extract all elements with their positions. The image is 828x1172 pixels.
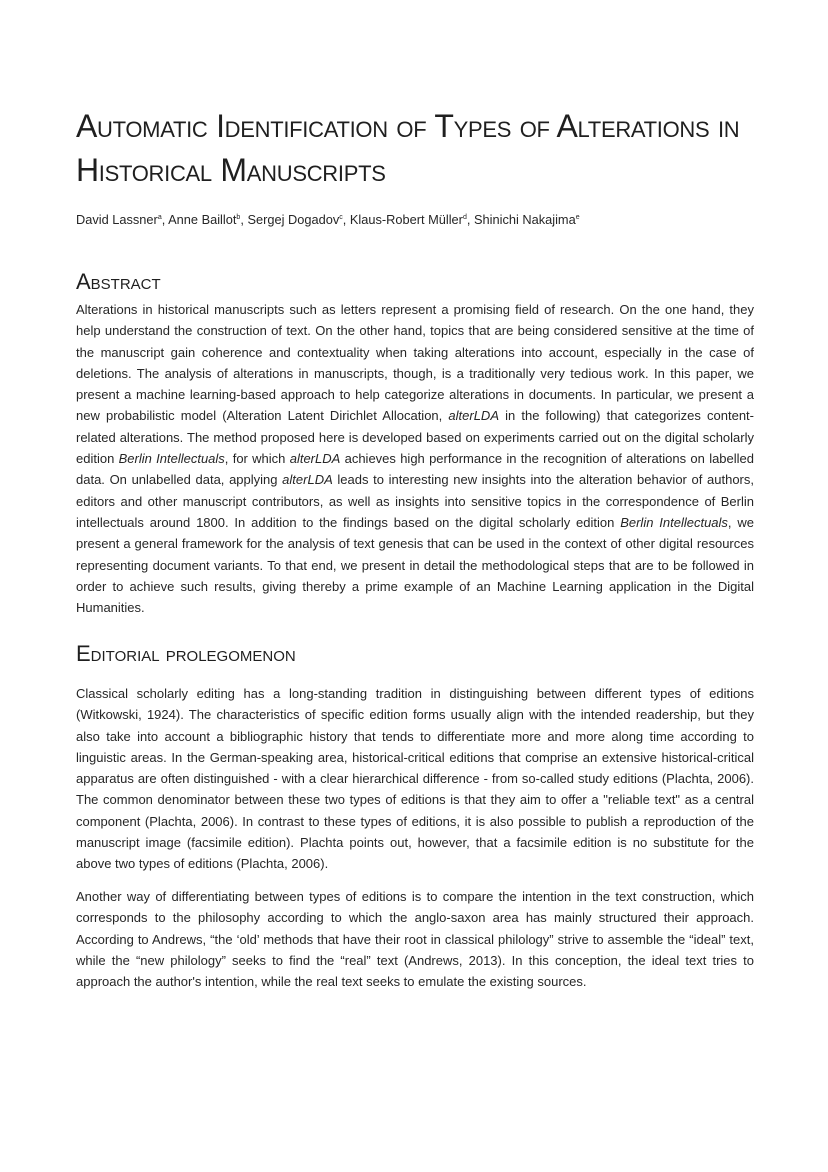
author-affiliation-mark: b — [236, 214, 241, 221]
author-list — [76, 209, 754, 229]
author-name: Sergej Dogadov — [247, 212, 340, 227]
author-separator: , — [240, 212, 248, 227]
abstract-heading: Abstract — [76, 269, 161, 294]
abstract-paragraph — [76, 299, 754, 618]
author-name: Anne Baillot — [168, 212, 237, 227]
author-affiliation-mark: d — [462, 214, 467, 221]
author-name: Shinichi Nakajima — [473, 212, 576, 227]
abstract-text-italic: Berlin Intellectuals — [620, 514, 728, 530]
abstract-text-italic: alterLDA — [282, 472, 333, 488]
author-affiliation-mark: e — [575, 214, 580, 221]
editorial-paragraph-1: Classical scholarly editing has a long-standing tradition in distinguishing between different types of editions (Witkowski, 1924). The characteristics of specific edition forms usually align with the intended readership, but they also take into account a bibliographic history that tends to differentiate more and more along time according to linguistic areas. In the German-speaking area, historical-critical editions that comprise an extensive historical-critical apparatus are often distinguished - with a clear hierarchical difference - from so-called study editions (Plachta, 2006). The common denominator between these two types of editions is that they aim to offer a "reliable text" as a central component (Plachta, 2006). In contrast to these types of editions, it is also possible to publish a reproduction of the manuscript image (facsimile edition). Plachta points out, however, that a facsimile edition is no substitute for the above two types of editions (Plachta, 2006). — [76, 686, 754, 872]
abstract-text: , for which — [224, 451, 290, 467]
author-separator: , — [466, 212, 474, 227]
author-affiliation-mark: c — [339, 214, 343, 221]
abstract-text: achieves high performance in the recognition of alterations on labelled data. On unlabelled data, applying — [76, 451, 755, 488]
author-affiliation-mark: a — [157, 214, 162, 221]
abstract-text: , we present a general framework for the analysis of text genesis that can be used in the context of other digital resources representing document variants. To that end, we present in detail the methodological steps that are to be followed in order to achieve such results, giving thereby a prime example of an Machine Learning application in the Digital Humanities. — [76, 514, 754, 616]
abstract-text-italic: alterLDA — [289, 451, 341, 467]
abstract-text: in the following) that categorizes content-related alterations. The method proposed here is developed based on experiments carried out on the digital scholarly edition — [76, 408, 754, 467]
paper-title: Automatic Identification of Types of Alterations in Historical Manuscripts — [76, 108, 740, 188]
abstract-text-italic: alterLDA — [448, 408, 499, 424]
abstract-text: Alterations in historical manuscripts such as letters represent a promising field of research. On the one hand, they help understand the construction of text. On the other hand, topics that are being considered sensitive at the time of the manuscript gain coherence and contextuality when taking alterations into account, especially in the case of deletions. The analysis of alterations in manuscripts, though, is a traditionally very tedious work. In this paper, we present a machine learning-based approach to help categorize alterations in documents. In particular, we present a new probabilistic model (Alteration Latent Dirichlet Allocation, — [76, 302, 754, 424]
abstract-text: leads to interesting new insights into the alteration behavior of authors, editors and other manuscript contributors, as well as insights into sensitive topics in the correspondence of Berlin intellectuals around 1800. In addition to the findings based on the digital scholarly edition — [76, 472, 755, 530]
editorial-heading: Editorial prolegomenon — [76, 641, 296, 666]
abstract-text-italic: Berlin Intellectuals — [118, 451, 225, 467]
author-name: David Lassner — [76, 212, 158, 227]
author-separator: , — [342, 212, 350, 227]
author-separator: , — [161, 212, 169, 227]
editorial-paragraph-2: Another way of differentiating between types of editions is to compare the intention in the text construction, which corresponds to the philosophy according to which the anglo-saxon area has mainly structured their approach. According to Andrews, “the ‘old’ methods that have their root in classical philology” strive to assemble the “ideal” text, while the “new philology” seeks to find the “real” text (Andrews, 2013). In this conception, the ideal text tries to approach the author's intention, while the real text seeks to emulate the existing sources. — [76, 889, 754, 990]
author-name: Klaus-Robert Müller — [349, 212, 463, 227]
